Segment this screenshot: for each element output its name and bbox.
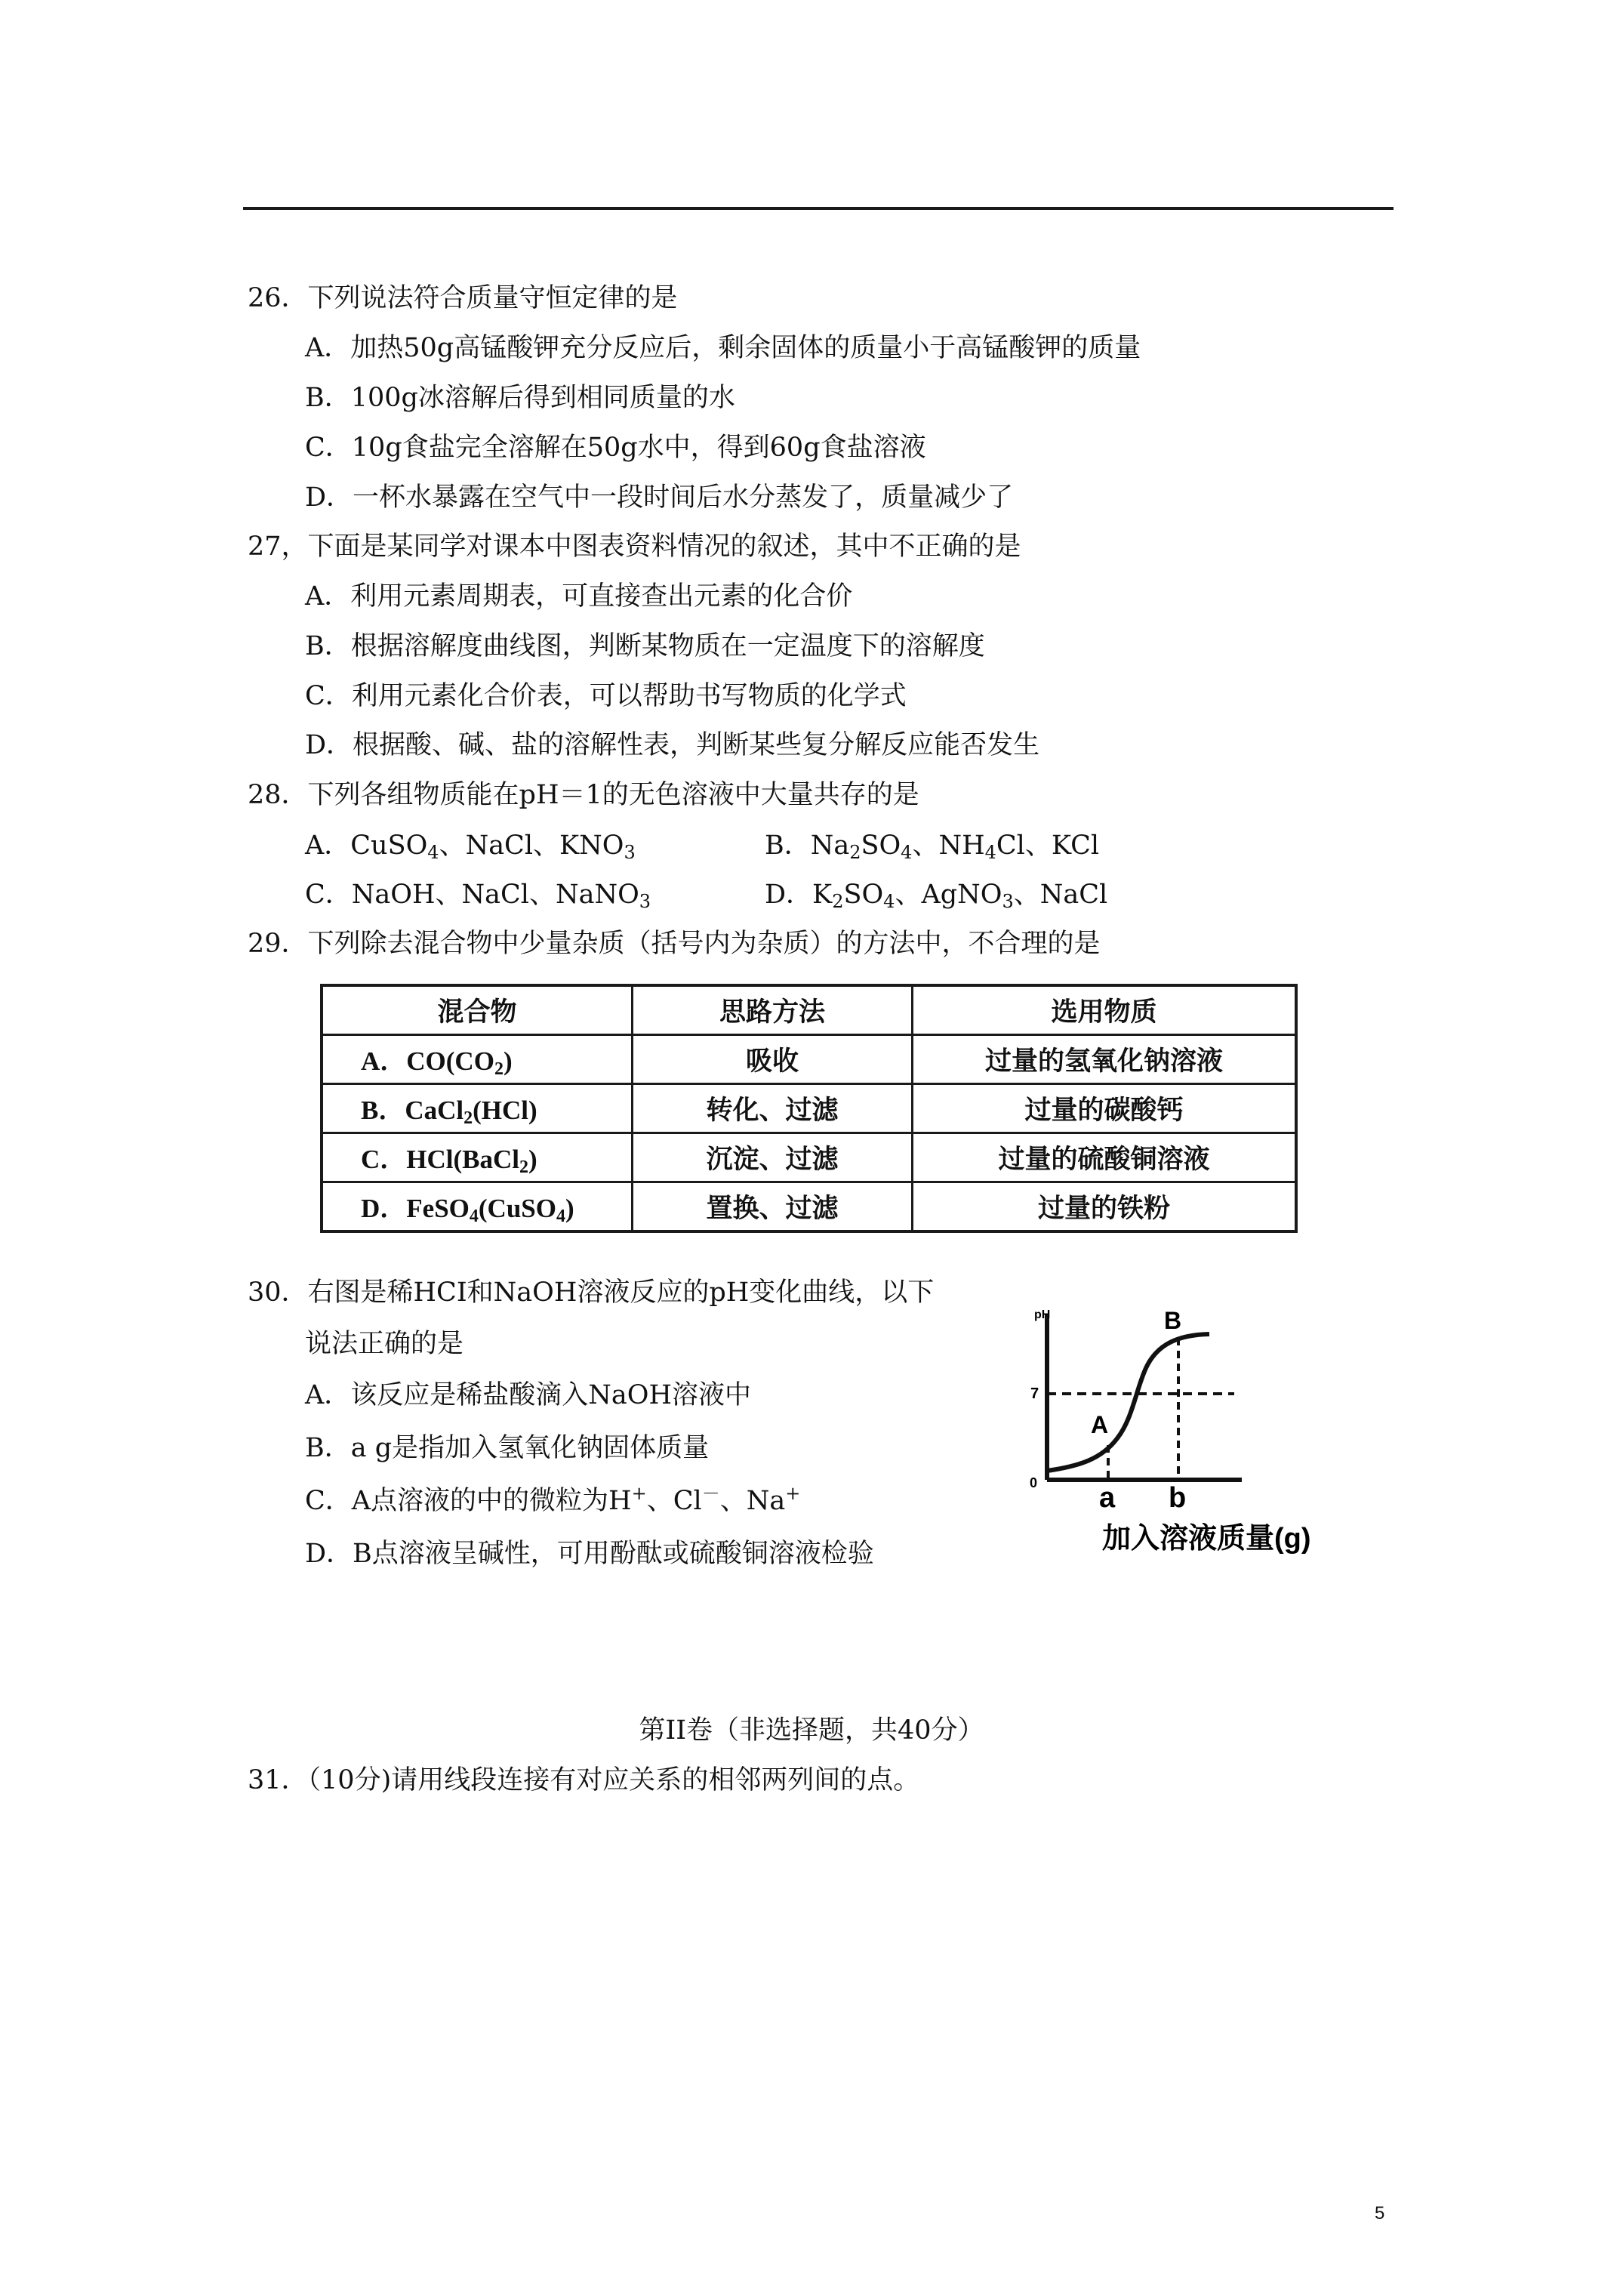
q27-option-a: A．利用元素周期表，可直接查出元素的化合价 — [305, 581, 853, 612]
q26-option-c: C．10g食盐完全溶解在50g水中，得到60g食盐溶液 — [305, 433, 926, 463]
table-row — [322, 1182, 1296, 1231]
q26-option-b: B．100g冰溶解后得到相同质量的水 — [305, 383, 735, 413]
method-cell: 吸收 — [633, 1034, 913, 1083]
material-cell: 过量的铁粉 — [913, 1182, 1297, 1231]
q26-option-d: D．一杯水暴露在空气中一段时间后水分蒸发了，质量减少了 — [305, 482, 1014, 513]
y-tick-7: 7 — [1030, 1385, 1039, 1402]
q30-option-a: A．该反应是稀盐酸滴入NaOH溶液中 — [305, 1380, 751, 1410]
material-cell: 过量的硫酸铜溶液 — [913, 1133, 1297, 1182]
q27-option-d: D．根据酸、碱、盐的溶解性表，判断某些复分解反应能否发生 — [305, 730, 1040, 760]
q31-stem: 31．（10分)请用线段连接有对应关系的相邻两列间的点。 — [248, 1765, 920, 1795]
q28-stem: 28．下列各组物质能在pH＝1的无色溶液中大量共存的是 — [248, 780, 919, 810]
table-header: 混合物 — [322, 985, 633, 1034]
x-tick-b: b — [1169, 1482, 1187, 1514]
mixture-cell: B．CaCl$_2$(HCl) — [322, 1083, 633, 1133]
q30-option-d: D．B点溶液呈碱性，可用酚酞或硫酸铜溶液检验 — [305, 1539, 874, 1569]
q27-stem: 27，下面是某同学对课本中图表资料情况的叙述，其中不正确的是 — [248, 532, 1021, 562]
y-axis-label: pH — [1034, 1308, 1051, 1321]
x-tick-a: a — [1099, 1482, 1116, 1514]
q26-option-a: A．加热50g高锰酸钾充分反应后，剩余固体的质量小于高锰酸钾的质量 — [305, 333, 1141, 363]
header-rule — [243, 207, 1394, 210]
mixture-cell: A．$CO(CO_2)$ — [322, 1034, 633, 1083]
section-heading: 第II卷（非选择题，共40分） — [639, 1715, 984, 1746]
material-cell: 过量的碳酸钙 — [913, 1083, 1297, 1133]
table-header: 思路方法 — [633, 985, 913, 1034]
q27-option-b: B．根据溶解度曲线图，判断某物质在一定温度下的溶解度 — [305, 631, 985, 661]
x-axis-label: 加入溶液质量(g) — [1102, 1523, 1311, 1555]
method-cell: 沉淀、过滤 — [633, 1133, 913, 1182]
mixture-cell: C．HCl(BaCl$_2$) — [322, 1133, 633, 1182]
q30-stem-cont: 说法正确的是 — [305, 1329, 464, 1359]
q28-option-a: A．CuSO$_4$、NaCl、$KNO_3$ — [305, 831, 636, 863]
q30-option-b: B．a g是指加入氢氧化钠固体质量 — [305, 1433, 710, 1463]
table-row — [322, 1133, 1296, 1182]
ph-curve — [1047, 1334, 1209, 1471]
material-cell: 过量的氢氧化钠溶液 — [913, 1034, 1297, 1083]
q27-option-c: C．利用元素化合价表，可以帮助书写物质的化学式 — [305, 681, 907, 711]
q30-stem: 30．右图是稀HCI和NaOH溶液反应的pH变化曲线，以下 — [248, 1277, 935, 1308]
q29-table — [320, 984, 1298, 1233]
table-row — [322, 1034, 1296, 1083]
point-a-label: A — [1091, 1411, 1109, 1438]
q28-option-c: C．NaOH、NaCl、NaNO$_3$ — [305, 880, 651, 912]
mixture-cell: D．FeSO$_4$(CuSO$_4$) — [322, 1182, 633, 1231]
method-cell: 转化、过滤 — [633, 1083, 913, 1133]
q29-stem: 29．下列除去混合物中少量杂质（括号内为杂质）的方法中，不合理的是 — [248, 929, 1101, 959]
point-b-label: B — [1164, 1307, 1182, 1334]
table-row — [322, 1083, 1296, 1133]
q28-option-d: D．$K_2SO_4$、AgNO$_3$、NaCl — [765, 880, 1108, 912]
q28-option-b: B．$Na_2SO_4$、$NH_4Cl$、KCl — [765, 831, 1100, 863]
q30-option-c: C．A点溶液的中的微粒为H+、Cl－、Na+ — [305, 1483, 801, 1516]
ph-curve-figure — [1012, 1299, 1404, 1570]
origin-label: 0 — [1030, 1475, 1038, 1490]
method-cell: 置换、过滤 — [633, 1182, 913, 1231]
table-header: 选用物质 — [913, 985, 1297, 1034]
q26-stem: 26．下列说法符合质量守恒定律的是 — [248, 283, 678, 313]
page-number: 5 — [1375, 2203, 1385, 2224]
